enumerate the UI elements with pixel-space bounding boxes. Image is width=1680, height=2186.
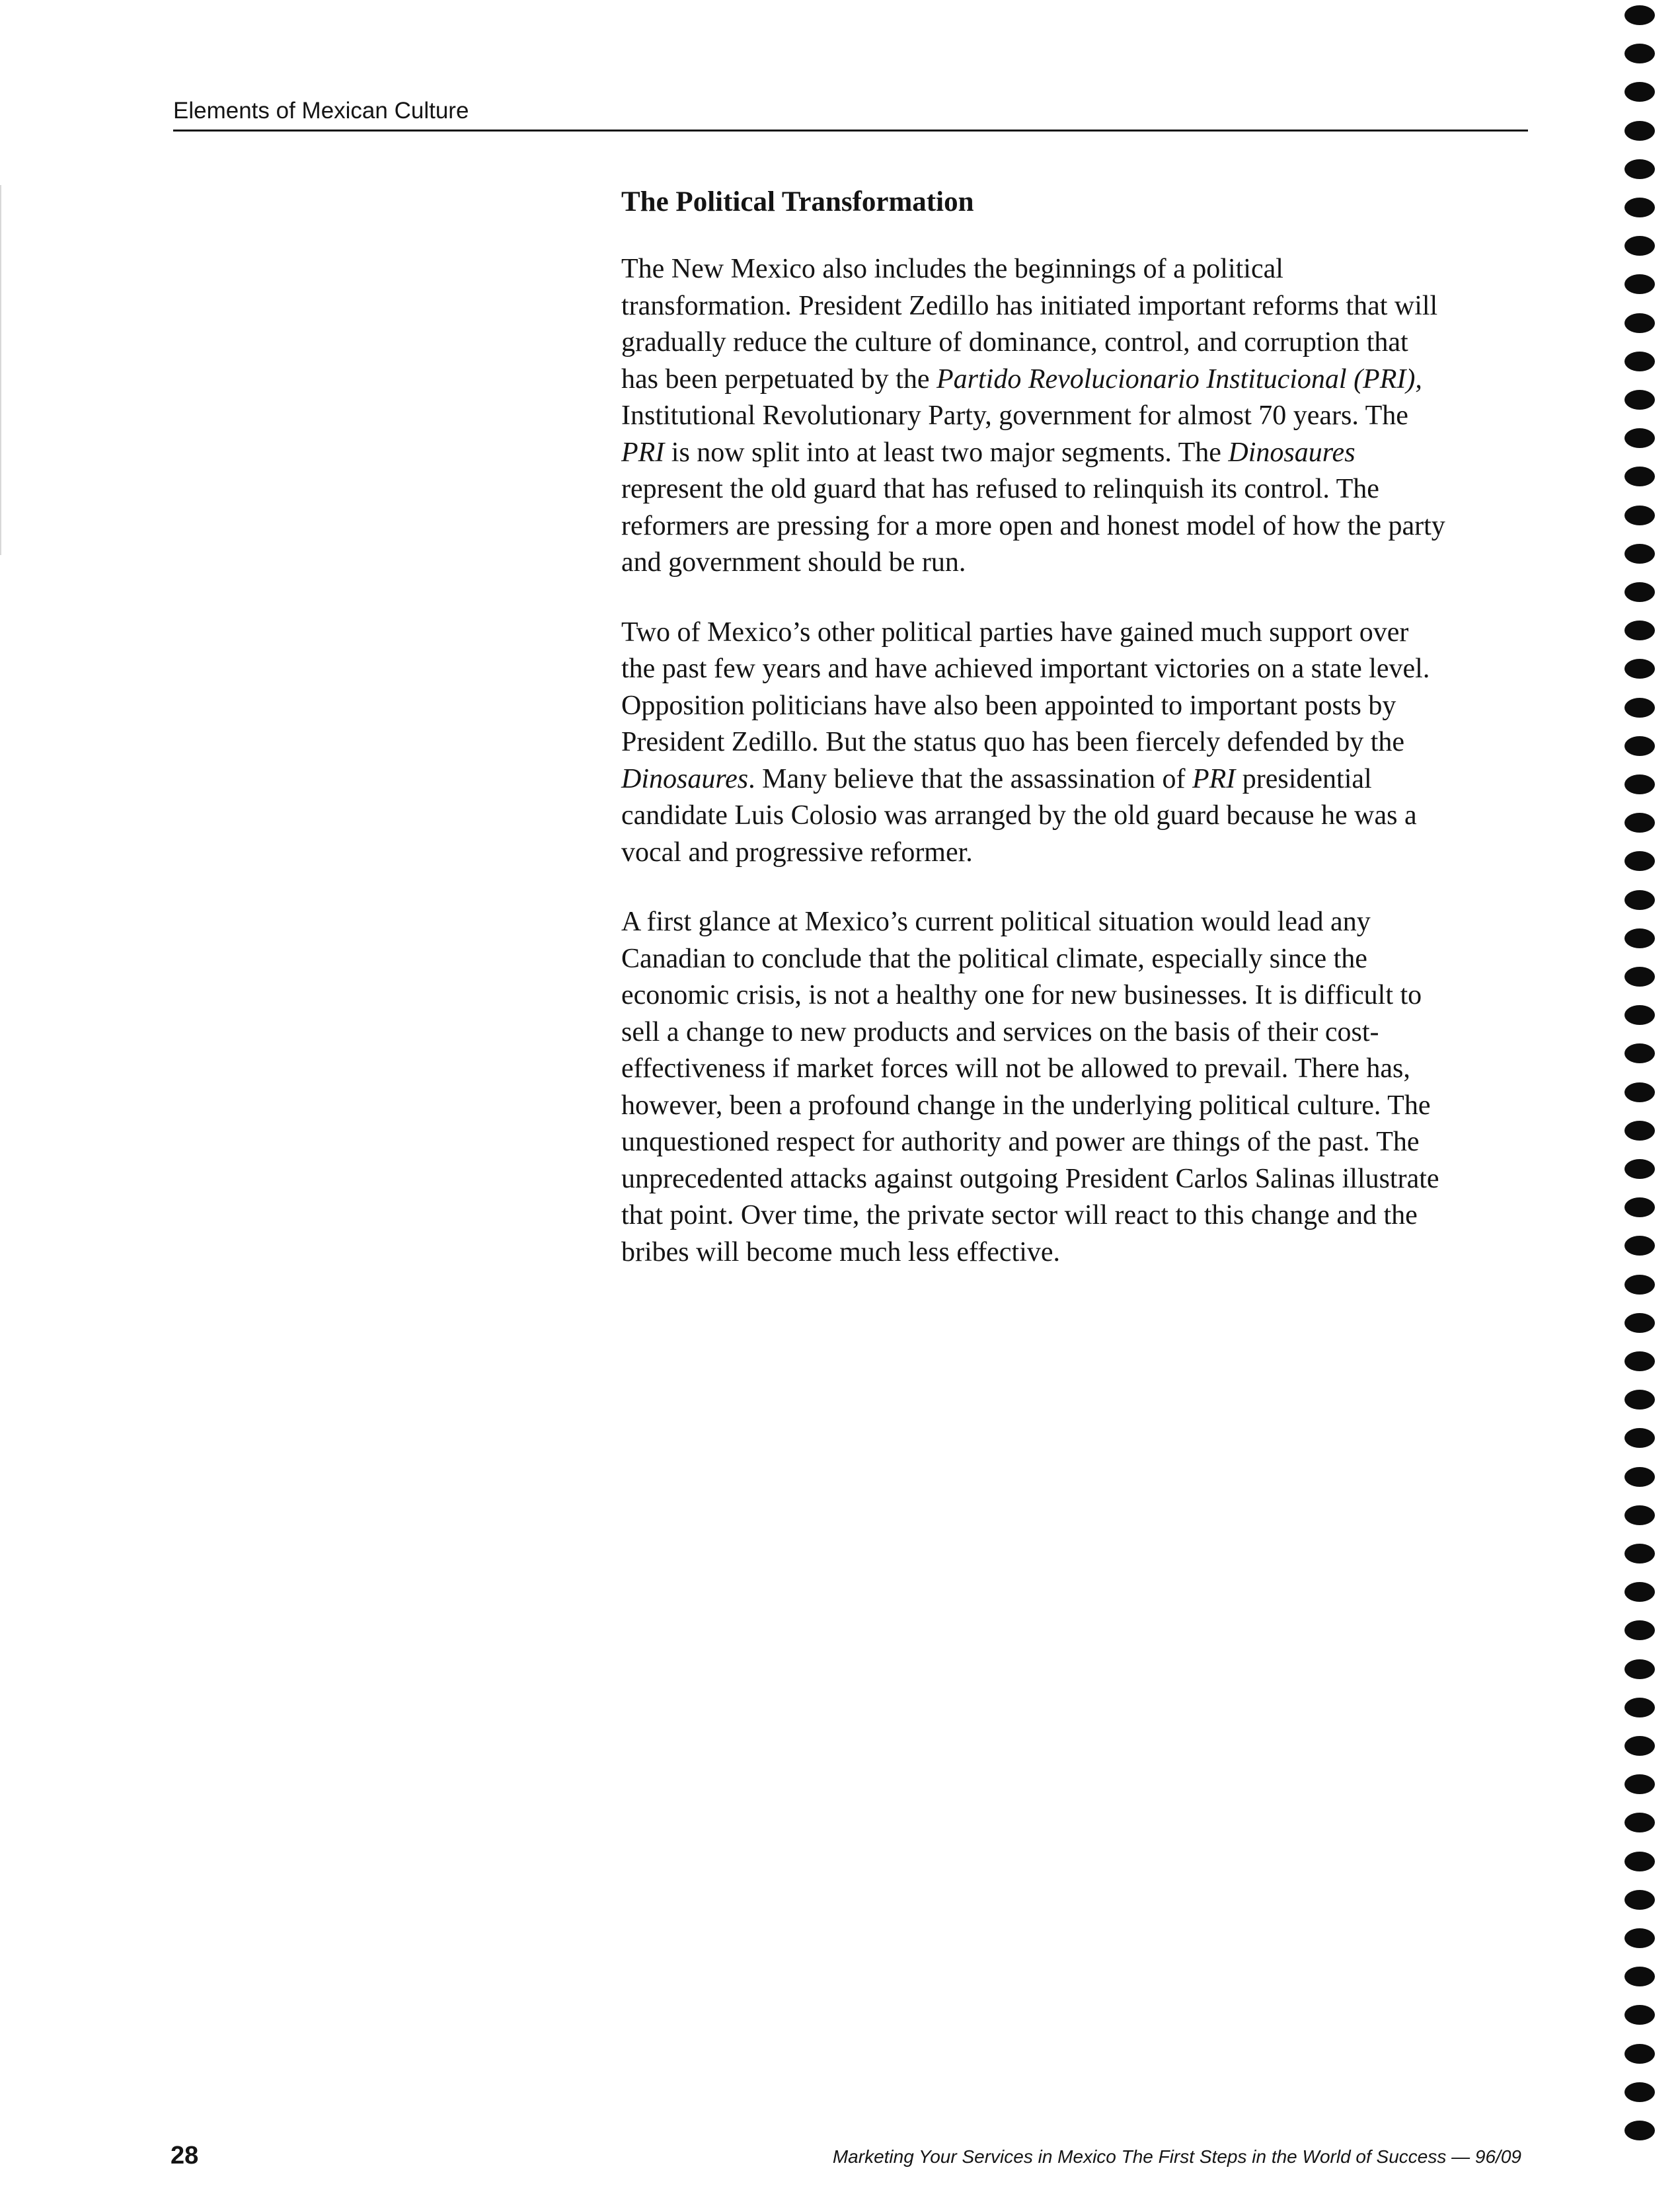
text-run: President Zedillo. But the status quo has been fiercely defended by the: [621, 727, 1405, 757]
text-run: and government should be run.: [621, 547, 966, 578]
text-line: [621, 508, 1530, 545]
paragraph: [621, 251, 1530, 582]
text-run: A first glance at Mexico’s current political situation would lead any: [621, 907, 1371, 937]
text-line: [621, 435, 1530, 472]
text-line: [621, 1124, 1530, 1161]
binding-hole: [1624, 2005, 1655, 2025]
text-line: [621, 398, 1530, 435]
binding-hole: [1624, 428, 1655, 448]
binding-hole: [1624, 851, 1655, 871]
binding-hole: [1624, 5, 1655, 25]
binding-hole: [1624, 1736, 1655, 1756]
text-run: Two of Mexico’s other political parties have gained much support over: [621, 617, 1409, 648]
text-run: effectiveness if market forces will not be allowed to prevail. There has,: [621, 1053, 1410, 1084]
binding-hole: [1624, 813, 1655, 833]
text-line: [621, 1088, 1530, 1125]
text-line: [621, 688, 1530, 725]
text-run: . Many believe that the assassination of: [748, 763, 1192, 794]
text-run: economic crisis, is not a healthy one for new businesses. It is difficult to: [621, 980, 1422, 1010]
binding-hole: [1624, 274, 1655, 294]
text-run: candidate Luis Colosio was arranged by the old guard because he was a: [621, 800, 1417, 831]
binding-hole: [1624, 1659, 1655, 1679]
paragraph: [621, 615, 1530, 872]
italic-term: Dinosaures: [1228, 437, 1355, 468]
binding-hole: [1624, 774, 1655, 794]
text-line: [621, 324, 1530, 361]
binding-hole: [1624, 1043, 1655, 1063]
text-line: [621, 545, 1530, 582]
text-line: [621, 1014, 1530, 1051]
binding-hole: [1624, 1428, 1655, 1448]
binding-hole: [1624, 544, 1655, 564]
binding-hole: [1624, 352, 1655, 371]
text-run: bribes will become much less effective.: [621, 1236, 1061, 1267]
text-line: [621, 724, 1530, 761]
binding-hole: [1624, 736, 1655, 756]
binding-hole: [1624, 1852, 1655, 1871]
binding-hole: [1624, 121, 1655, 141]
italic-term: PRI: [1192, 763, 1236, 794]
text-run: Institutional Revolutionary Party, government for almost 70 years. The: [621, 400, 1408, 431]
running-head: Elements of Mexican Culture: [173, 98, 469, 124]
text-run: unquestioned respect for authority and power are things of the past. The: [621, 1127, 1420, 1157]
header-rule: [173, 130, 1528, 132]
binding-hole: [1624, 390, 1655, 410]
binding-hole: [1624, 1928, 1655, 1948]
paragraph: [621, 904, 1530, 1271]
text-run: gradually reduce the culture of dominance, control, and corruption that: [621, 327, 1408, 358]
text-line: [621, 977, 1530, 1014]
binding-hole: [1624, 2082, 1655, 2102]
text-run: however, been a profound change in the underlying political culture. The: [621, 1090, 1431, 1121]
section-heading: The Political Transformation: [621, 186, 974, 217]
binding-hole: [1624, 698, 1655, 718]
spiral-binding-holes: [1624, 0, 1664, 2186]
scan-margin-line: [0, 185, 1, 555]
binding-hole: [1624, 928, 1655, 948]
main-content: [621, 184, 1530, 1304]
text-run: unprecedented attacks against outgoing President Carlos Salinas illustrate: [621, 1163, 1439, 1194]
binding-hole: [1624, 1351, 1655, 1371]
text-run: represent the old guard that has refused to relinquish its control. The: [621, 474, 1379, 504]
binding-hole: [1624, 198, 1655, 217]
text-line: [621, 471, 1530, 508]
text-line: [621, 1161, 1530, 1198]
text-run: is now split into at least two major segments. The: [664, 437, 1229, 468]
binding-hole: [1624, 1698, 1655, 1717]
binding-hole: [1624, 236, 1655, 256]
binding-hole: [1624, 1121, 1655, 1141]
binding-hole: [1624, 1467, 1655, 1487]
text-line: [621, 1051, 1530, 1088]
binding-hole: [1624, 82, 1655, 102]
text-run: presidential: [1235, 763, 1372, 794]
binding-hole: [1624, 1082, 1655, 1102]
text-line: [621, 904, 1530, 941]
binding-hole: [1624, 582, 1655, 602]
text-run: The New Mexico also includes the beginnings of a political: [621, 254, 1283, 284]
text-line: [621, 361, 1530, 398]
footer-publication: Marketing Your Services in Mexico The First Steps in the World of Success — 96/09: [832, 2146, 1521, 2167]
text-run: reformers are pressing for a more open and honest model of how the party: [621, 510, 1445, 541]
binding-hole: [1624, 313, 1655, 333]
binding-hole: [1624, 1005, 1655, 1025]
italic-term: Partido Revolucionario Institucional (PRI),: [936, 363, 1422, 395]
binding-hole: [1624, 1159, 1655, 1179]
text-run: Canadian to conclude that the political climate, especially since the: [621, 943, 1367, 974]
binding-hole: [1624, 659, 1655, 679]
text-line: [621, 1234, 1530, 1271]
binding-hole: [1624, 967, 1655, 987]
text-line: [621, 835, 1530, 872]
binding-hole: [1624, 1582, 1655, 1602]
page-number: 28: [171, 2142, 199, 2169]
text-line: [621, 941, 1530, 978]
text-line: [621, 1197, 1530, 1234]
text-line: [621, 251, 1530, 288]
binding-hole: [1624, 1967, 1655, 1986]
text-run: sell a change to new products and services on the basis of their cost-: [621, 1016, 1379, 1047]
text-run: that point. Over time, the private sector will react to this change and the: [621, 1200, 1418, 1230]
text-run: the past few years and have achieved important victories on a state level.: [621, 654, 1430, 684]
binding-hole: [1624, 1197, 1655, 1217]
binding-hole: [1624, 1813, 1655, 1832]
binding-hole: [1624, 890, 1655, 910]
text-run: vocal and progressive reformer.: [621, 837, 973, 868]
text-run: has been perpetuated by the: [621, 363, 936, 395]
binding-hole: [1624, 1774, 1655, 1794]
paragraphs: [621, 251, 1530, 1271]
binding-hole: [1624, 1275, 1655, 1295]
binding-hole: [1624, 44, 1655, 63]
italic-term: PRI: [621, 437, 665, 468]
text-run: transformation. President Zedillo has initiated important reforms that will: [621, 290, 1438, 321]
text-line: [621, 615, 1530, 652]
binding-hole: [1624, 2121, 1655, 2140]
binding-hole: [1624, 2044, 1655, 2064]
binding-hole: [1624, 1390, 1655, 1410]
binding-hole: [1624, 1620, 1655, 1640]
binding-hole: [1624, 159, 1655, 179]
binding-hole: [1624, 1890, 1655, 1910]
text-line: [621, 761, 1530, 798]
binding-hole: [1624, 1544, 1655, 1564]
binding-hole: [1624, 1236, 1655, 1256]
binding-hole: [1624, 1505, 1655, 1525]
binding-hole: [1624, 1313, 1655, 1333]
text-line: [621, 288, 1530, 325]
text-run: Opposition politicians have also been appointed to important posts by: [621, 690, 1396, 721]
binding-hole: [1624, 621, 1655, 640]
text-line: [621, 798, 1530, 835]
text-line: [621, 651, 1530, 688]
italic-term: Dinosaures: [621, 763, 749, 794]
binding-hole: [1624, 506, 1655, 525]
binding-hole: [1624, 467, 1655, 486]
